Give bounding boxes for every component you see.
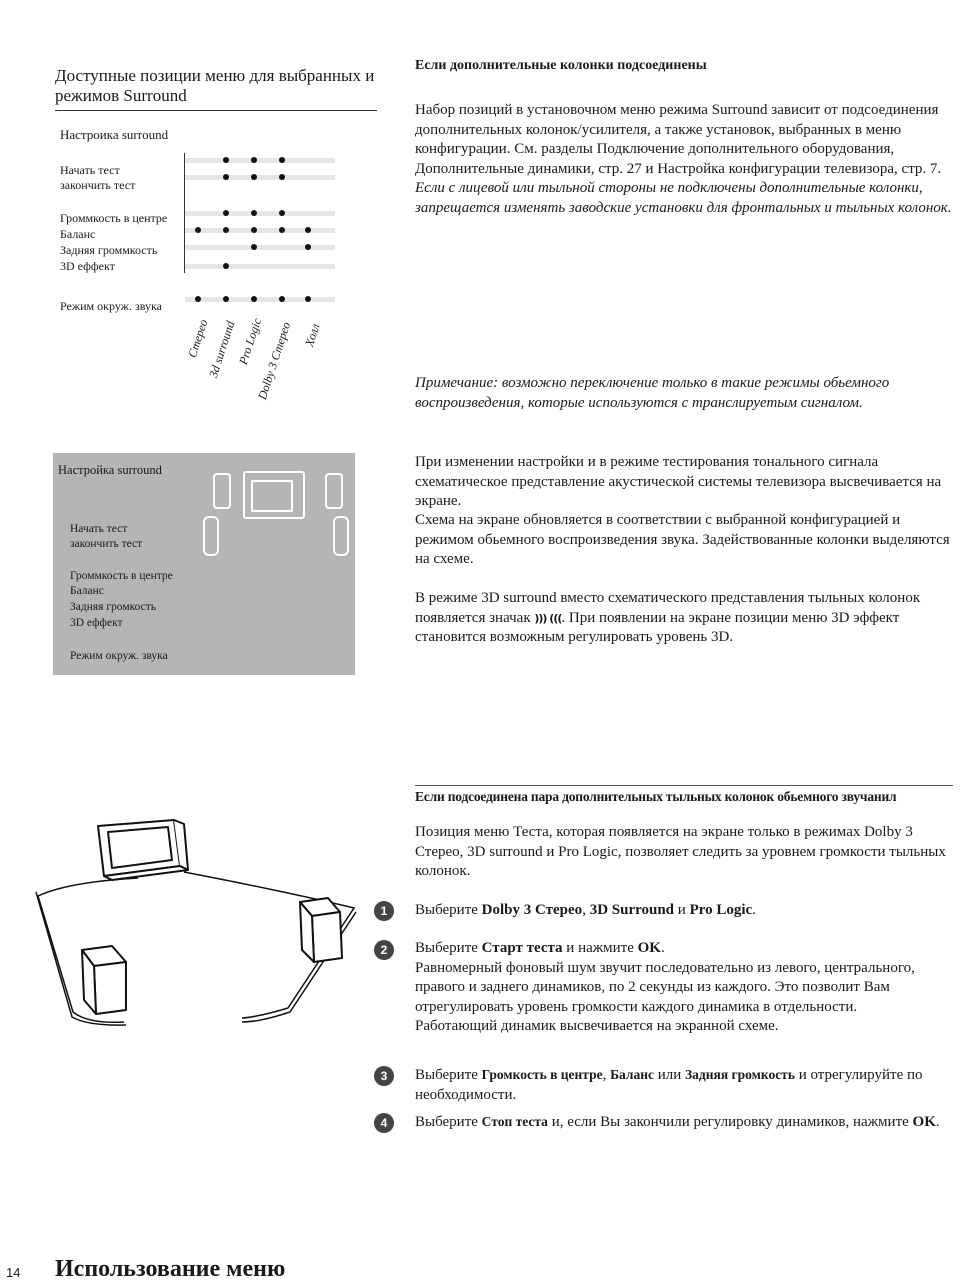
step-4-bold-1: Стоп теста (481, 1114, 548, 1129)
panel-item-mode: Режим окруж. звука (70, 650, 168, 662)
step-3-mid-2: или (654, 1067, 686, 1083)
matrix-row-mode (185, 297, 335, 302)
mode-dot-dolby3 (279, 296, 285, 302)
menu-title: Настроика surround (60, 127, 169, 142)
panel-item-end-test: закончить тест (70, 538, 143, 550)
step-number-1: 1 (374, 901, 394, 921)
availability-dot (305, 227, 311, 233)
tv-screen-inner (251, 480, 293, 512)
step-4-post: . (935, 1114, 940, 1130)
step-1-bold-3: Pro Logic (689, 902, 753, 918)
step-1-post: . (752, 902, 756, 918)
availability-dot (279, 210, 285, 216)
availability-dot (223, 174, 229, 180)
menu-item-3d-effect: 3D еффект (60, 259, 115, 273)
step-3-mid-1: , (602, 1067, 611, 1083)
paragraph-test-scheme: При изменении настройки и в режиме тестирования тонального сигнала схематическое представление акустической системы телевизора высвечивается на экране. (415, 454, 942, 509)
matrix-row-balance (185, 228, 335, 233)
availability-dot (279, 157, 285, 163)
chapter-title: Использование меню (55, 1256, 286, 1282)
left-divider (55, 110, 377, 111)
panel-item-balance: Баланс (70, 585, 104, 597)
menu-item-center-volume: Громмкость в центре (60, 211, 168, 225)
availability-dot (251, 174, 257, 180)
mode-name-stereo: Стерео (185, 317, 211, 360)
surround-menu-screen (53, 453, 355, 675)
mode-name-3d-surround: 3d surround (206, 319, 238, 380)
surround-sign-icon: ))) ((( (534, 611, 562, 625)
step-2-bold-1: Старт теста (481, 940, 563, 956)
step-1-bold-2: 3D Surround (589, 902, 675, 918)
paragraph-3d-surround (415, 589, 955, 648)
step-1-mid-1: , (582, 902, 590, 918)
step-3-post: и отрегулируйте по необходимости. (415, 1067, 923, 1103)
page-number: 14 (6, 1265, 21, 1280)
menu-item-start-test: Начать тест (60, 163, 120, 177)
availability-dot (223, 157, 229, 163)
mode-name-dolby3-stereo: Dolby 3 Стерео (255, 320, 294, 402)
section-heading-rear-speakers: Если подсоединена пара дополнительных тыльных колонок обьемного звучанил (415, 789, 897, 804)
step-number-3: 3 (374, 1066, 394, 1086)
step-2-detail: Равномерный фоновый шум звучит последовательно из левого, центрального, правого и заднего динамиков, по 2 секунды из каждого. Это позволит Вам отрегулировать уровень громкости каждого динамика в отдельности. (415, 959, 915, 1015)
menu-item-balance: Баланс (60, 227, 96, 241)
bottom-divider (415, 785, 953, 786)
availability-dot (251, 157, 257, 163)
step-1-text (415, 901, 955, 921)
paragraph-setup-menu (415, 101, 955, 218)
step-1-bold-1: Dolby 3 Стерео (481, 902, 583, 918)
matrix-row-3d-effect (185, 264, 335, 269)
step-3-bold-1: Громкость в центре (481, 1067, 603, 1082)
front-right-speaker-icon (325, 473, 343, 509)
panel-item-3d-effect: 3D еффект (70, 617, 123, 629)
left-heading: Доступные позиции меню для выбранных и режимов Surround (55, 66, 375, 105)
mode-dot-stereo (195, 296, 201, 302)
step-3-pre: Выберите (415, 1067, 482, 1083)
paragraph-scheme-update: Схема на экране обновляется в соответствии с выбранной конфигурацией и режимом обьемного воспроизведения звука. Задействованные колонки выделяются на схеме. (415, 512, 950, 567)
matrix-row-center-volume (185, 211, 335, 216)
panel-item-start-test: Начать тест (70, 523, 128, 535)
mode-dot-3d-surround (223, 296, 229, 302)
rear-left-speaker (82, 946, 126, 1014)
mode-name-hall: Холл (302, 321, 323, 349)
mode-name-pro-logic: Pro Logic (236, 316, 265, 367)
availability-dot (251, 244, 257, 250)
paragraph-test-intro: Позиция меню Теста, которая появляется на экране только в режимах Dolby 3 Стерео, 3D surround и Pro Logic, позволяет следить за уровнем громкости тыльных колонок. (415, 824, 946, 879)
step-2-post: . (660, 940, 665, 956)
rear-right-speaker-icon (333, 516, 349, 556)
note-paragraph: Примечание: возможно переключение только в такие режимы обьемного воспроизведения, которые используются с транслируетым сигналом. (415, 375, 890, 411)
availability-dot (251, 227, 257, 233)
mode-label: Режим окруж. звука (60, 299, 162, 313)
step-1-mid-2: и (674, 902, 690, 918)
paragraph-3d-surround-text-a: В режиме 3D surround вместо схематического представления тыльных колонок появляется значак (415, 590, 921, 626)
step-2-note: Работающий динамик высвечивается на экранной схеме. (415, 1018, 779, 1034)
availability-dot (223, 263, 229, 269)
availability-dot (279, 174, 285, 180)
matrix-row-end-test (185, 175, 335, 180)
availability-dot (223, 227, 229, 233)
step-2-bold-2: OK (637, 940, 661, 956)
matrix-row-start-test (185, 158, 335, 163)
menu-item-rear-volume: Задняя громмкость (60, 243, 158, 257)
paragraph-3d-surround-text-b: . При появлении на экране позиции меню 3D эффект становится возможным регулировать уровень 3D. (415, 609, 900, 645)
rear-right-speaker (300, 898, 342, 962)
rear-speakers-illustration (28, 812, 373, 1047)
step-2-mid-1: и нажмите (562, 940, 638, 956)
availability-dot (305, 244, 311, 250)
matrix-row-rear-volume (185, 245, 335, 250)
paragraph-setup-menu-text: Набор позиций в установочном меню режима Surround зависит от подсоединения дополнительных колонок/усилителя, а также установок, выбранных в меню конфигурации. См. разделы Подключение дополнительного оборудования, Дополнительные динамики, стр. 27 и Настройка конфигурации телевизора, стр. 7. (415, 102, 942, 177)
availability-dot (279, 227, 285, 233)
front-left-speaker-icon (213, 473, 231, 509)
availability-dot (195, 227, 201, 233)
step-4-text (415, 1112, 955, 1133)
step-1-pre: Выберите (415, 902, 482, 918)
step-3-bold-3: Задняя громкость (685, 1067, 795, 1082)
step-number-4: 4 (374, 1113, 394, 1133)
panel-title: Настройка surround (58, 463, 162, 477)
step-2-text (415, 939, 955, 1037)
panel-item-rear-volume: Задняя громкость (70, 601, 157, 613)
step-4-mid-1: и, если Вы закончили регулировку динамиков, нажмите (547, 1114, 913, 1130)
mode-dot-hall (305, 296, 311, 302)
step-3-bold-2: Баланс (610, 1067, 654, 1082)
tv-screen-icon (243, 471, 305, 519)
step-4-pre: Выберите (415, 1114, 482, 1130)
mode-dot-pro-logic (251, 296, 257, 302)
availability-dot (251, 210, 257, 216)
step-3-text (415, 1065, 955, 1105)
step-2-pre: Выберите (415, 940, 482, 956)
step-number-2: 2 (374, 940, 394, 960)
section-heading-extra-speakers: Если дополнительные колонки подсоединены (415, 58, 707, 73)
paragraph-warning-italic: Если с лицевой или тыльной стороны не подключены дополнительные колонки, запрещается изменять заводские установки для фронтальных и тыльных колонок. (415, 180, 952, 216)
rear-left-speaker-icon (203, 516, 219, 556)
menu-item-end-test: закончить тест (60, 178, 136, 192)
step-4-bold-2: OK (912, 1114, 936, 1130)
availability-dot (223, 210, 229, 216)
panel-item-center-volume: Громмкость в центре (70, 570, 173, 582)
